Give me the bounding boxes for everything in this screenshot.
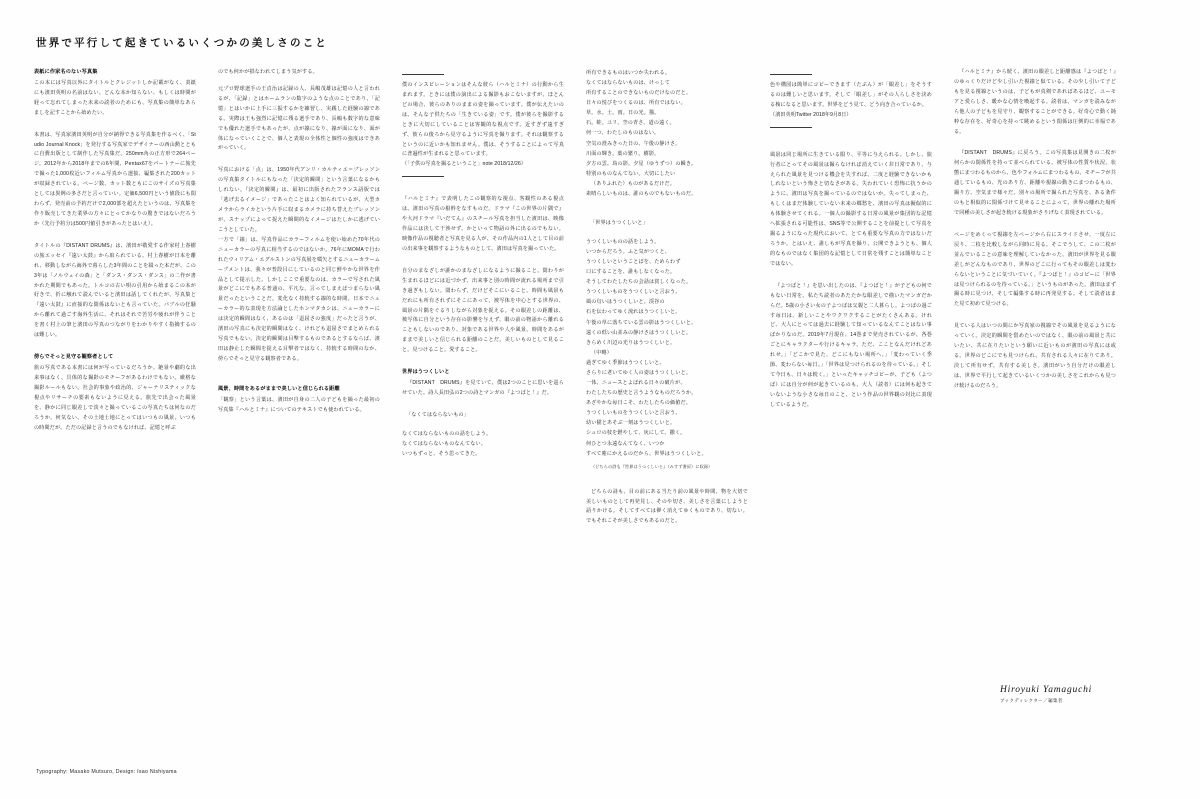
poem-necessary-things-continued (586, 68, 748, 199)
poem-line: （ありふれた）ものがあるだけだ。 (591, 180, 676, 187)
poem-line: あざやかな毎日こそ、わたしたちの価値だ。 (586, 400, 691, 407)
heading-observer: 傍らでそっと見守る観察者として (34, 354, 114, 361)
poem-line: 一体、ニュースとよばれる日々の破片が、 (586, 380, 686, 387)
paragraph: 『ハルとミナ』から続く、濱田の眼差しと距離感は『よつばと！』のゆっくりだけど少し引いた視線と似ている。その少し引いて子どもを見る視線というのは、子どもが真剣であればあるほど、ユーモアと愛らしさ、暖かな心情を喚起する。読者は、マンガを読みながら他人の子どもを見守り、観察することができる。好奇心で動く純粋な存在を、好奇心を持って眺めるという関係は圧倒的に幸福である。 (954, 69, 1116, 135)
quote-text: 色や構図は簡単にコピーできます（たぶん）が「眼差し」をそうするのは難しいと思います。そして「眼差し」がその人らしさを決める核になると思います。世界をどう見て、どう向き合っているか。 (770, 82, 932, 108)
spacer (586, 229, 748, 237)
heading-distance: 風景、時間をあるがままで美しいと信じられる距離 (218, 385, 340, 392)
poem-line: そうしてわたしたちの会話は貧しくなった。 (586, 279, 692, 286)
column-6 (954, 68, 1116, 404)
poem-line: 素晴らしいものは、誰のものでもないものだ。 (586, 190, 697, 197)
poem-line: さらりに老いてゆく人の姿はうつくしいと。 (586, 369, 692, 376)
poem-line: いつもずっと、そう思ってきた。 (402, 450, 481, 457)
poem-line: 何一つ、わたしのものはない。 (586, 130, 660, 137)
poem-line: 午後の草に落ちている雲の影はうつくしいと。 (586, 319, 697, 326)
paragraph: ページをめくって視線を左ページから右にスライドさせ、一度左に戻り、二枚を比較しながら同時に見る。そこでうして、この二枚が並んでいることの意味を理解していなかった、濱田が世界を見る眼差しがどんなものであり、世界のどこに行ってもその眼差しは変わらないということに気づいていく。『よつばと！』のコピーに「世界は見つけられるのを待っている。」というものがあった。濱田はまず撮る時に見つけ、そして編集する時に再発見する。そして読者はまた見て初めて見つける。 (954, 231, 1116, 308)
paragraph: この本には写真以外にタイトルとクレジットしか記載がなく、表紙にも濱田英明の名前はない。どんな本か知らない、もしくは時間が経って忘れてしまった未来の読者のためにも、写真集の簡単なあらましを記すことから始めたい。 (34, 79, 196, 116)
section-page-turning (954, 231, 1116, 310)
poem-line: 草。水。土。雨。日の光。猫。 (586, 110, 660, 117)
poem-line: うつくしいものをうつくしいと言おう。 (586, 289, 681, 296)
paragraph: 元プロ野球選手の王貞治は記録の人、長嶋茂雄は記憶の人と言われるが、「記録」とはホームランの数字のような点のことであり、「記憶」とはいかに上手に三振するかを練習し、実践した経験の線である。実際は王も強烈に記憶に残る選手であり、長嶋も数字的な意味でも優れた選手でもあったが、点が線になり、線が面になり、面が体になっていくことで、個人と表現の全体性と個性の強度はできあがっていく。 (218, 85, 380, 152)
section-title-origin (34, 242, 196, 341)
paragraph: 『DISTANT DRUMS』に戻ろう。この写真集は見開きの二枚が何らかの関係性を持って並べられている。被写体の性質や状況、状態にまつわるものから、色やフォルムにまつわるもの、モチーフが共通しているもの、光のあり方、距離や視線の動きにまつわるもの、撮り方、空気まで様々だ。別々の場所で撮られた写真を、ある条件のもと相似的に関係づけて見せることによって、世界の離れた場所で同種の美しさが起き続ける現象がさりげなく表現されている。 (954, 150, 1116, 216)
section-decisive-moment (218, 166, 380, 364)
article-columns (34, 68, 1172, 668)
rule-top (770, 74, 812, 75)
section-back-to-distant-drums (954, 149, 1116, 218)
paragraph-continuation (218, 68, 380, 78)
poem-line: 特別のものなんてない。大切にしたい (586, 170, 676, 177)
column-4 (586, 68, 748, 539)
paragraph: のでも何かが損なわれてしまう気がする。 (218, 69, 318, 75)
poem-line: 口にすることを、誰もしなくなった。 (586, 269, 676, 276)
poem-line: うつくしいものをうつくしいと言おう。 (586, 410, 681, 417)
footer-credit: Typography: Masako Mutsuro, Design: Isao Nishiyama (36, 769, 177, 775)
spacer (402, 187, 564, 195)
poem-title: 「世界はうつくしいと」 (590, 220, 648, 227)
column-3 (402, 68, 564, 459)
paragraph: 写真における「点」は、1950年代アンリ・カルティエ＝ブレッソンの写真集タイトルにもなった「決定的瞬間」という言葉になるかもしれない。『決定的瞬間』は、最初に出版されたフランス語版では「逃げ去るイメージ」であったことはよく知られているが、大型カメラからライカという片手に収まるカメラに持ち替えたブレッソンが、スナップによって捉えた瞬間的なイメージはたしかに逃げていこうとしていた。 (218, 167, 380, 233)
poem-line: （中略） (591, 349, 613, 356)
section-poem-commentary (586, 488, 748, 528)
poem-line: 遠くの低い山並みの静けさはうつくしいと。 (586, 329, 692, 336)
rule-top (402, 74, 444, 75)
pullquote-hamada-twitter (770, 74, 932, 128)
poem-source: （どちらの詩も『世界はうつくしいと』（みすず書房）に収録） (591, 463, 713, 469)
section-about-book (34, 131, 196, 230)
poem-line: 石を伝わってゆく流れはうつくしいと。 (586, 309, 681, 316)
signature-name: Hiroyuki Yamaguchi (1000, 685, 1093, 695)
poem-line: きらめく川辺の光りはうつくしいと。 (586, 339, 676, 346)
poem-line: 夕方の雲。鳥の影。夕星（ゆうずつ）の瞬き。 (586, 160, 697, 167)
section-haru-mina-continuation (954, 68, 1116, 137)
column-2 (218, 68, 380, 428)
heading-world-beautiful: 世界はうつくしいと (402, 369, 450, 376)
column-1 (34, 68, 196, 445)
poem-necessary-things (402, 411, 564, 459)
quote-text: 僕のインスピレーションはそんな彼ら（ハルとミナ）の行動から生まれます。ときには僕の演出による撮影もおこないますが、ほとんどの場合、彼らのありのままの姿を撮っています。僕が伝えたいのは、そんな子供たちの「生きている姿」です。僕が彼らを撮影するときに大切にしていることは客観的な視点です。近すぎず遠すぎず、彼らの後ろから見守るように写真を撮ります。それは観察するというのに近いかも知れません。僕は、そうすることによって写真に普遍性が生まれると思っています。 (402, 82, 564, 158)
section-yotsuba (770, 282, 932, 411)
poem-line: 幼い猫とあそぶ一刻はうつくしいと。 (586, 420, 676, 427)
section-conclusion (954, 322, 1116, 391)
poem-line: 風の匂いはうつくしいと。渓谷の (586, 299, 665, 306)
paragraph: 一方で「線」は、写真作品にカラーフィルムを使い始めた70年代のニューカラーの写真に相当するのではないか。76年にMOMAで行われたウィリアム・エグルストンの写真展を嚆矢とするニューカラームーブメントは、我々が普段目にしているのと同じ鮮やかな世界を作品として提示した。しかしここで重要なのは、カラーで写された風景がどこにでもある普通の、平凡な、言ってしまえばつまらない風景だったということだ。変化なく持続する線的な時間。日本でニューカラー的な表現を方法論としたホンマタカシは、ニューカラーには決定的瞬間はなく、あるのは「退屈さの強度」だったと言うが、濱田の写真にも決定的瞬間はなく、けれども退屈さでまとめられる写真でもない。決定的瞬間は目撃するものであるとするならば、濱田は静止した瞬間を捉える目撃者ではなく、持続する時間のなか、傍らでそっと見守る観察者である。 (218, 236, 380, 362)
section-distance (218, 385, 380, 416)
poem-line: 所有することのできないものだけなのだと。 (586, 90, 692, 97)
paragraph: 旅の写真である本書には何が写っているだろうか。絶景や劇的な出来事はなく、具体的な撮影のモチーフがあるわけでもない。厳格な撮影ルールもない。社会的事象や政治的、ジャーナリスティックな視点やリサーチの要素もないように見える。旅先で出会った風景を、静かに同じ眼差しで淡々と撮っているこの写真たちは何なのだろうか。何気ない、その土地土地にとってはいつもの風景、いつもの時間だが、ただの記録と言うのでもなければ、記憶と呼ぶ (34, 364, 196, 431)
poem-line: うつくしいものの話をしよう。 (586, 238, 660, 245)
paragraph: 『よつばと！』を思い出したのは、『よつばと！』が子どもの何でもない日常を、私たち読者のあたたかな眼差しで描いたマンガだからだ。5歳の小さい女の子よつばは父親と二人暮らし。よつばの過ごす毎日は、新しいことやワクワクすることがたくさんある。けれど、大人にとっては過去に経験して知っているなんてことはない事ばかりなのだ。2019年7月現在、14巻まで発売されているが、各巻ごとにキャラクターや行けるキャラ、ただ、こことなんだけれどあれせ。」「どこかで見た、どこにもない場所へ。」「変わっていく季節、変わらない毎日。」「世界は見つけられるのを待っている。」そして今日も、日々は続く。」といったキャッチコピーが、子ども（よつば）には自分が何が起きているのも、大人（読者）には何も起きていないような小さな毎日のこと、という作品の世界観の対比に表現しているようだ。 (770, 282, 932, 408)
section-landscape-equality (770, 151, 932, 270)
spacer (586, 475, 748, 488)
poem-line: なくてはならないものなんてない。 (402, 440, 487, 447)
poem-line: 過ぎてゆく季節はうつくしいと。 (586, 359, 665, 366)
paragraph: 「観察」という言葉は、濱田が自身の二人の子どもを撮った最初の写真集『ハルとミナ』についてのテキストでも使われている。 (218, 396, 380, 413)
spacer (218, 365, 380, 385)
page-title: 世界で平行して起きているいくつかの美しさのこと (36, 37, 329, 49)
author-signature (1000, 685, 1170, 704)
section-gaze (402, 267, 564, 356)
paragraph: 『ハルとミナ』で表明したこの観察的な視点、客観性のある視点は、濱田の写真の根幹をなすものだ。ドラマ『この世界の片隅で』や大河ドラマ『いだてん』のスチール写真を担当した濱田は、映像作品には決して干渉せず、かといって物語の外に出るのでもない。映像作品の視聴者と写真を見る人が、その作品内の1人として目の前の出来事を観察するようなものとして、濱田は写真を撮っていた。 (402, 196, 564, 252)
poem-line: 川面の輝き。葉の繁り。樹影。 (586, 150, 660, 157)
paragraph: 風景は同じ場所に生きている限り、平等に与えられる。しかし、旅行者にとってその風景は撮らなければ消えていく非日常であり、与えられた風景を見つける機会を失すれば、二度と経験できないかもしれないという怖さと切なさがある。失われていく恐怖に抗うかのように、濱田は写真を撮っているのではないか。失ってしまった、もしくはまだ体験していない未来の郷愁を、濱田の写真は擬似的にも体験させてくれる。一個人の撮影する日常の風景が集団的な記憶へ拡張される可能性は、SNS等で公開することを前提として写真を撮るようになった現代において、とても重要な写真の力ではないだろうか。とはいえ、誰しもが写真を撮り、公開できようとも、個人的なものではなく集団的な記憶として日常を残すことは簡単なことではない。 (770, 151, 932, 267)
poem-line: わたしたちの歴史と言うようなものだろうか。 (586, 390, 697, 397)
spacer (586, 199, 748, 219)
paragraph: どちらの詩も、目の前にある当たり前の風景や時間、物を大切で美しいものとして再発見し、そのや切さ、美しさを言葉にしようと語りかける。そしてすべては儚く消えてゆくものであり、切ない。でもそれこそが美しさでもあるのだと。 (586, 488, 748, 525)
quote-source: （濱田英明Twitter 2018年9月8日） (770, 111, 852, 118)
section-record-memory (218, 85, 380, 154)
paragraph: 見ている人はいつの間にか写真家の視線でその風景を見るようになっていく。決定的瞬間を留めたいのではなく、眼の前の風景と共にいたい、共に在りたいという願いに近いものが濱田の写真には或る。世界のどこにでも見つけられ、共有される人々に在りてあり。決して所有せず、共有する美しさ。濱田がいう自分だけの眼差しは、世界で平行して起きているいくつかの美しさをこれからも見つけ続けるのだろう。 (954, 323, 1116, 389)
rule-bottom (402, 176, 444, 177)
poem-line: なくてはならないものの話をしよう。 (402, 430, 492, 437)
poem-line: なくてはならないものは、けっして (586, 80, 671, 87)
poem-line: 所有できるものはいつか失われる。 (586, 70, 671, 76)
section-cover (34, 68, 196, 119)
quote-source: （「子供の写真を撮るということ」note 2018/12/26） (402, 161, 527, 168)
poem-line: シュロの枝を燃やして、灰にして、撒く。 (586, 430, 686, 437)
signature-role: ブックディレクター／編集者 (1000, 698, 1063, 703)
poem-line: 空気の澄みきった日の、午後の静けさ。 (586, 140, 681, 147)
poem-line: すべて塵にかえるのだから、世界はうつくしいと。 (586, 450, 707, 457)
spacer (770, 138, 932, 151)
poem-line: うつくしいということばを、ためらわず (586, 259, 681, 266)
poem-line: 日々の悦びをつくるのは、所有ではない。 (586, 100, 686, 107)
paragraph: 自分のまなざしが誰かのまなざしになるように撮ること。関わりが生まれるほどには近づかず、出来事と別の時間が流れる場所まで引き過ぎもしない。関わらず、だけどそこにいること。時間も風景もだれにも所有されずにそこにあって、被写体を中心とする世界の、風景の片隅をぐるりしながら対象を捉える。その眼差しの距離は、被写体に自分という存在の影響を与えず、眼の前の物語から離れることもしないのであり、対象である世界や人や風景、時間をあるがままで美しいと信じられる距離のことだ。美しいものとして見ること。見つけること。愛すること。 (402, 267, 564, 354)
spacer (402, 421, 564, 429)
section-observer (34, 353, 196, 433)
poem-title: 「なくてはならないもの」 (406, 411, 470, 418)
poem-line: 石。蛙。ユリ。空の青さ。道の遠く。 (586, 120, 675, 127)
paragraph: タイトルの『DISTANT DRUMS』は、濱田が敬愛する作家村上春樹の旅エッセイ『遠い太鼓』から取られている。村上春樹が日本を離れ、移動しながら海外で暮らした3年間のことを綴った本だが、この3年は「ノルウェイの森」と「ダンス・ダンス・ダンス」の二作が書かれた期間でもあった。トルコの古い唄の引用から始まるこの本が好きで、折に触れて読んでいると濱田は話してくれたが、写真集と『遠い太鼓』に直接的な関係はないとも言っていた。バブルの狂騒から離れて過ごす海外生活に、それはそれで苦労や疲れが伴うことを書く村上の筆と濱田の写真のつながりをわかりやすく指摘するのは難しい。 (34, 242, 196, 339)
poem-line: いつからだろう。ふと気がつくと、 (586, 249, 671, 256)
heading-cover: 表紙に作家名のない写真集 (34, 69, 98, 75)
paragraph: 『DISTANT DRUMS』を見ていて、僕は2つのことに思いを巡らせていた。詩人長田弘の2つの詩とマンガの『よつばと！』だ。 (402, 380, 564, 396)
poem-line: 何ひとつ永遠なんてなく、いつか (586, 440, 665, 447)
section-world-beautiful (402, 368, 564, 399)
pullquote-hamada-note (402, 74, 564, 177)
poem-world-is-beautiful (586, 219, 748, 471)
column-5 (770, 68, 932, 423)
rule-bottom (770, 127, 812, 128)
section-objective-view (402, 195, 564, 255)
paragraph: 本書は、写真家濱田英明が自分が納得できる写真集を作るべく、「Studio Journal Knock」を発行する写真家でデザイナーの西山勲とともに自費出版として制作した写真集だ。250mm角の正方形で264ページ。2012年から2018年までの6年間、Pentax67をパートナーに旅先で撮った1,000枚近いフィルム写真から選抜、編集された200カットが収録されている。ページ数、カット数ともにこのサイズの写真集としては異例の多さだと言っていい。定価6,500円という値段にも関わらず、発売前の予約だけで2,000部を超えたというのは、写真集を作り販売してきた業界の方々にとってかなりの驚きではないだろうか（先行予約分は500円値引きがあったとはいえ）。 (34, 131, 196, 227)
